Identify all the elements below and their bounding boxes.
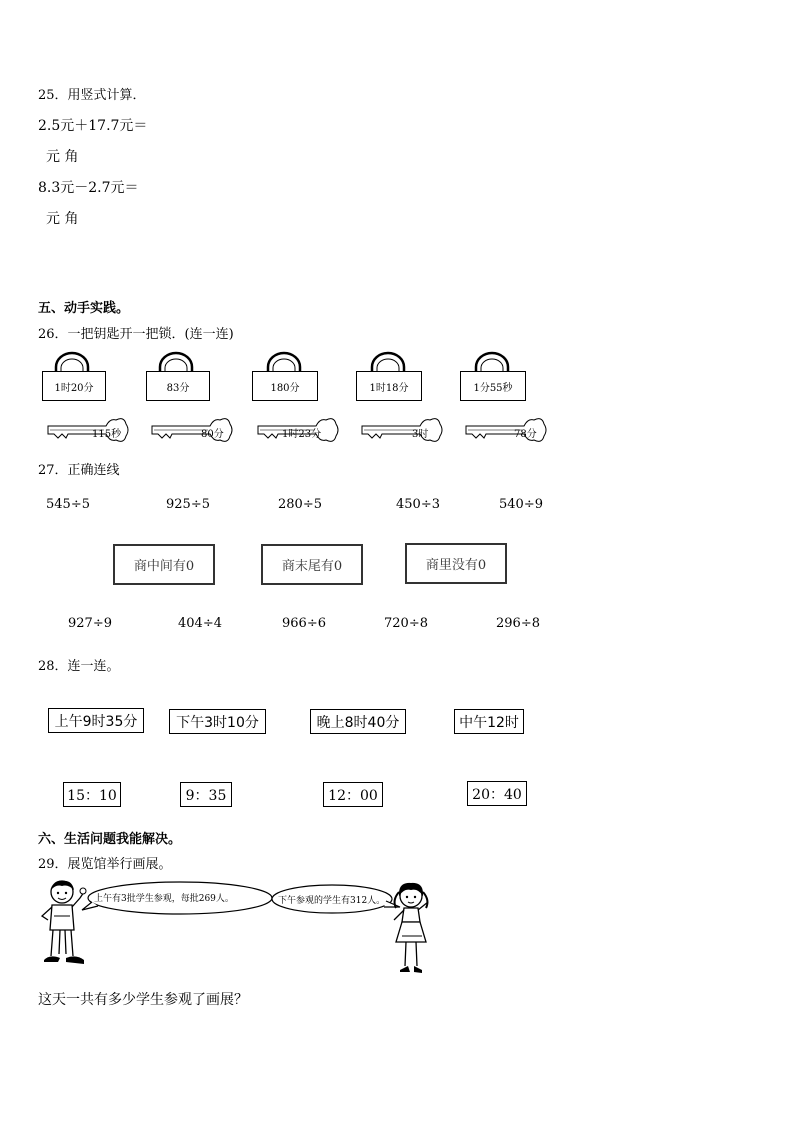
q29-title: 29．展览馆举行画展。 [38,857,172,872]
clock-time-box[interactable]: 9：35 [180,782,232,807]
q27-bottom-expr[interactable]: 404÷4 [178,616,222,631]
section6-title: 六、生活问题我能解决。 [38,832,182,847]
category-box[interactable]: 商中间有0 [113,544,215,585]
girl-illustration [390,880,434,978]
lock-label: 83分 [146,371,210,401]
q27-top-expr[interactable]: 925÷5 [166,497,210,512]
q29-question: 这天一共有多少学生参观了画展？ [38,992,248,1008]
clock-time-box[interactable]: 20：40 [467,781,527,806]
clock-time-box[interactable]: 15：10 [63,782,121,807]
boy-illustration [38,878,88,968]
q25-answer2: 元 角 [46,211,79,227]
lock-label: 1时18分 [356,371,422,401]
section5-title: 五、动手实践。 [38,301,130,316]
key-label: 78分 [514,429,537,440]
q27-top-expr[interactable]: 450÷3 [396,497,440,512]
category-box[interactable]: 商末尾有0 [261,544,363,585]
clock-time-box[interactable]: 12：00 [323,782,383,807]
q27-top-expr[interactable]: 545÷5 [46,497,90,512]
time-phrase-box[interactable]: 晚上8时40分 [310,709,406,734]
time-phrase-box[interactable]: 中午12时 [454,709,524,734]
q27-top-expr[interactable]: 280÷5 [278,497,322,512]
lock-label: 180分 [252,371,318,401]
q25-line2: 8.3元－2.7元＝ [38,180,139,196]
q27-bottom-expr[interactable]: 296÷8 [496,616,540,631]
key-label: 3时 [412,429,429,440]
lock-label: 1时20分 [42,371,106,401]
lock-label: 1分55秒 [460,371,526,401]
key-label: 115秒 [92,429,122,440]
q26-title: 26．一把钥匙开一把锁．(连一连) [38,327,234,342]
q27-top-expr[interactable]: 540÷9 [499,497,543,512]
category-box[interactable]: 商里没有0 [405,543,507,584]
q27-title: 27．正确连线 [38,463,120,478]
q27-bottom-expr[interactable]: 966÷6 [282,616,326,631]
bubble-text: 上午有3批学生参观，每批269人。 [94,894,234,904]
bubble-text: 下午参观的学生有312人。 [278,896,386,906]
key-icon [360,414,444,446]
key-label: 80分 [201,429,224,440]
q25-answer1: 元 角 [46,149,79,165]
time-phrase-box[interactable]: 下午3时10分 [169,709,266,734]
key-label: 1时23分 [282,429,322,440]
q25-title: 25．用竖式计算． [38,88,146,103]
q25-line1: 2.5元＋17.7元＝ [38,118,148,134]
q28-title: 28．连一连。 [38,659,120,674]
q27-bottom-expr[interactable]: 927÷9 [68,616,112,631]
time-phrase-box[interactable]: 上午9时35分 [48,708,144,733]
q27-bottom-expr[interactable]: 720÷8 [384,616,428,631]
